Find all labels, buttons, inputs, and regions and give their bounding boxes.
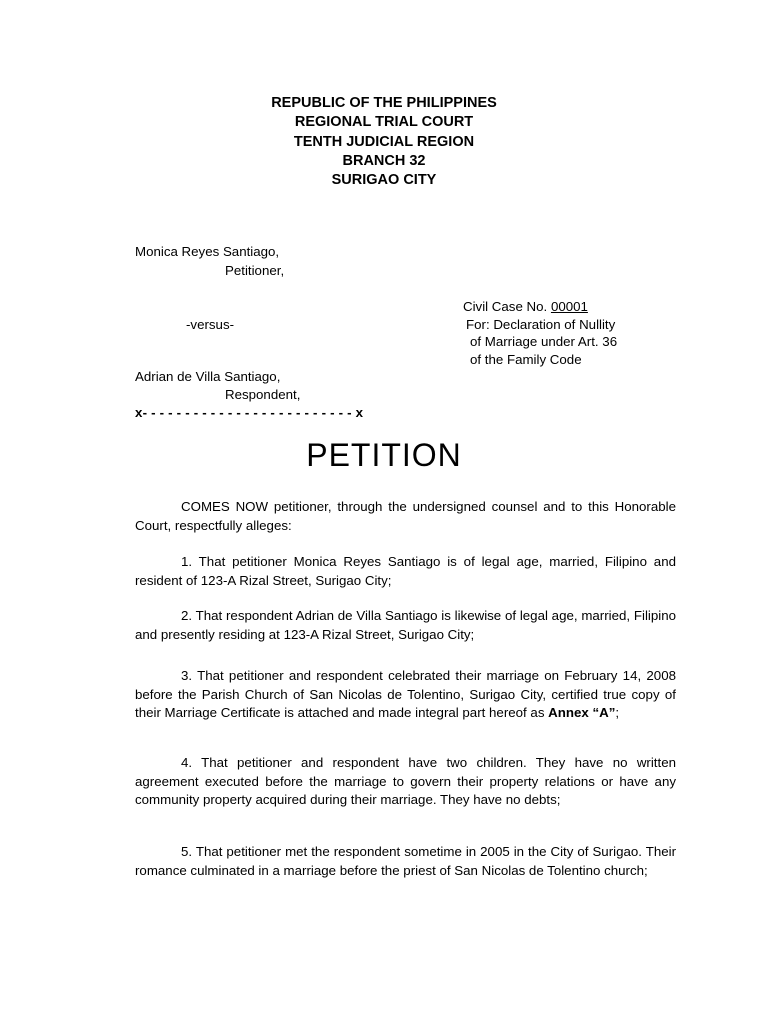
civil-case-number <box>463 298 588 316</box>
respondent-role: Respondent, <box>225 387 301 402</box>
intro-text: COMES NOW petitioner, through the undersigned counsel and to this Honorable Court, respectfully alleges: <box>135 499 676 533</box>
paragraph-2-text: 2. That respondent Adrian de Villa Santiago is likewise of legal age, married, Filipino and presently residing at 123-A Rizal Street, Surigao City; <box>135 608 676 642</box>
header-city: SURIGAO CITY <box>331 172 437 189</box>
document-title: PETITION <box>306 437 462 473</box>
intro-paragraph <box>135 498 676 535</box>
case-number: 00001 <box>550 299 588 314</box>
paragraph-3-text: 3. That petitioner and respondent celebrated their marriage on February 14, 2008 before the Parish Church of San Nicolas de Tolentino, Surigao City, certified true copy of their Marriage Certificate is attached and made integral part hereof as <box>135 668 676 721</box>
header-court: REGIONAL TRIAL COURT <box>294 114 474 131</box>
paragraph-5 <box>135 843 676 880</box>
case-nature-line1: For: Declaration of Nullity <box>466 317 616 332</box>
case-label: Civil Case No. <box>463 299 551 314</box>
paragraph-1-text: 1. That petitioner Monica Reyes Santiago is of legal age, married, Filipino and resident of 123-A Rizal Street, Surigao City; <box>135 554 676 588</box>
header-republic: REPUBLIC OF THE PHILIPPINES <box>271 95 497 111</box>
paragraph-3-end: ; <box>615 705 620 721</box>
paragraph-3 <box>135 667 676 723</box>
paragraph-1 <box>135 553 676 590</box>
court-header <box>0 94 768 190</box>
paragraph-4 <box>135 754 676 810</box>
petitioner-role: Petitioner, <box>225 263 285 278</box>
case-nature-line3: of the Family Code <box>470 352 582 367</box>
paragraph-4-text: 4. That petitioner and respondent have two children. They have no written agreement executed before the marriage to govern their property relations or have any community property acquired during their marriage. They have no debts; <box>135 755 676 808</box>
respondent-name: Adrian de Villa Santiago, <box>135 369 281 384</box>
header-branch: BRANCH 32 <box>342 152 426 169</box>
caption-separator: x- - - - - - - - - - - - - - - - - - - - - - - - - x <box>135 405 364 420</box>
paragraph-2 <box>135 607 676 644</box>
case-nature-line2: of Marriage under Art. 36 <box>470 334 618 349</box>
petitioner-name: Monica Reyes Santiago, <box>135 244 280 259</box>
annex-reference: Annex “A” <box>548 705 616 721</box>
header-region: TENTH JUDICIAL REGION <box>293 133 475 150</box>
versus-label: -versus- <box>186 317 235 332</box>
paragraph-5-text: 5. That petitioner met the respondent sometime in 2005 in the City of Surigao. Their romance culminated in a marriage before the priest of San Nicolas de Tolentino church; <box>135 844 676 878</box>
